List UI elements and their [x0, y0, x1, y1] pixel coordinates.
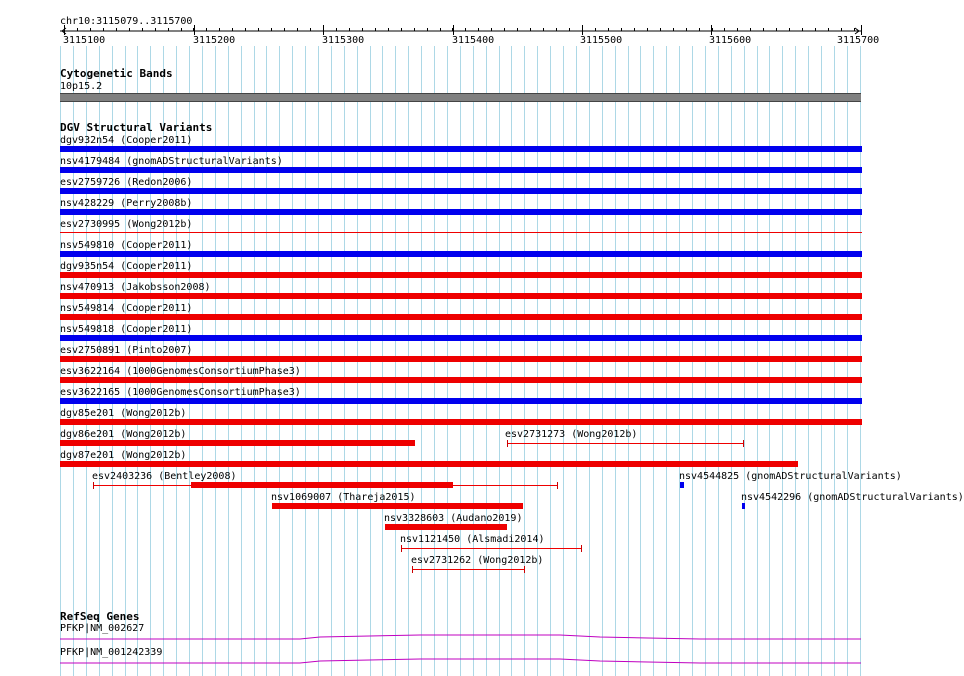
variant-bar-gain[interactable] [60, 188, 862, 194]
ruler-axis [0, 22, 890, 38]
variant-label[interactable]: nsv4542296 (gnomADStructuralVariants) [741, 492, 964, 503]
variant-bar-loss[interactable] [60, 272, 862, 278]
variant-end-tick [507, 440, 508, 447]
gene-model[interactable] [0, 656, 890, 666]
ruler-tick-label: 3115300 [322, 35, 365, 46]
variant-end-tick [581, 545, 582, 552]
variant-label[interactable]: esv3622165 (1000GenomesConsortiumPhase3) [60, 387, 301, 398]
variant-bar-loss[interactable] [60, 440, 415, 446]
ruler-tick-label: 3115100 [63, 35, 106, 46]
variant-label[interactable]: dgv85e201 (Wong2012b) [60, 408, 187, 419]
variant-label[interactable]: nsv4179484 (gnomADStructuralVariants) [60, 156, 283, 167]
variant-line-loss[interactable] [401, 548, 582, 549]
variant-end-tick [524, 566, 525, 573]
variant-label[interactable]: esv3622164 (1000GenomesConsortiumPhase3) [60, 366, 301, 377]
variant-end-tick [557, 482, 558, 489]
variant-bar-loss[interactable] [272, 503, 523, 509]
variant-label[interactable]: dgv86e201 (Wong2012b) [60, 429, 187, 440]
ruler-tick-label: 3115500 [580, 35, 623, 46]
refseq-track-title[interactable]: RefSeq Genes [60, 610, 140, 623]
cytoband-track-title[interactable]: Cytogenetic Bands [60, 67, 173, 80]
ruler-tick-label: 3115700 [837, 35, 880, 46]
variant-end-tick [743, 440, 744, 447]
variant-label[interactable]: nsv470913 (Jakobsson2008) [60, 282, 211, 293]
variant-bar-loss[interactable] [385, 524, 507, 530]
variant-bar-loss[interactable] [191, 482, 453, 488]
variant-bar-loss[interactable] [60, 377, 862, 383]
variant-bar-loss[interactable] [60, 314, 862, 320]
variant-label[interactable]: nsv1069007 (Thareja2015) [271, 492, 416, 503]
variant-bar-loss[interactable] [60, 356, 862, 362]
variant-label[interactable]: nsv549810 (Cooper2011) [60, 240, 193, 251]
variant-line-loss[interactable] [507, 443, 744, 444]
cytoband-bar[interactable] [60, 93, 861, 102]
ruler-tick-label: 3115600 [709, 35, 752, 46]
variant-label[interactable]: nsv4544825 (gnomADStructuralVariants) [679, 471, 902, 482]
ruler-position: chr10:3115079..3115700 [60, 16, 193, 27]
variant-label[interactable]: esv2759726 (Redon2006) [60, 177, 193, 188]
variant-bar-gain[interactable] [742, 503, 745, 509]
variant-bar-gain[interactable] [60, 251, 862, 257]
variant-label[interactable]: esv2731262 (Wong2012b) [411, 555, 544, 566]
variant-end-tick [401, 545, 402, 552]
variant-label[interactable]: nsv549814 (Cooper2011) [60, 303, 193, 314]
variant-label[interactable]: nsv3328603 (Audano2019) [384, 513, 523, 524]
variant-line-loss[interactable] [60, 232, 862, 233]
dgv-track-title[interactable]: DGV Structural Variants [60, 121, 213, 134]
variant-label[interactable]: esv2750891 (Pinto2007) [60, 345, 193, 356]
variant-label[interactable]: esv2403236 (Bentley2008) [92, 471, 237, 482]
variant-label[interactable]: esv2731273 (Wong2012b) [505, 429, 638, 440]
variant-end-tick [412, 566, 413, 573]
variant-label[interactable]: esv2730995 (Wong2012b) [60, 219, 193, 230]
ruler-tick-label: 3115400 [452, 35, 495, 46]
variant-bar-gain[interactable] [60, 167, 862, 173]
variant-end-tick [93, 482, 94, 489]
gene-label[interactable]: PFKP|NM_002627 [60, 623, 145, 634]
gene-label[interactable]: PFKP|NM_001242339 [60, 647, 163, 658]
variant-bar-loss[interactable] [60, 293, 862, 299]
variant-label[interactable]: dgv935n54 (Cooper2011) [60, 261, 193, 272]
variant-label[interactable]: dgv932n54 (Cooper2011) [60, 135, 193, 146]
variant-bar-gain[interactable] [60, 335, 862, 341]
variant-bar-gain[interactable] [60, 146, 862, 152]
variant-bar-loss[interactable] [60, 419, 862, 425]
cytoband-label: 10p15.2 [60, 81, 103, 92]
variant-bar-gain[interactable] [60, 398, 862, 404]
variant-bar-gain[interactable] [680, 482, 684, 488]
variant-line-loss[interactable] [412, 569, 525, 570]
variant-label[interactable]: nsv428229 (Perry2008b) [60, 198, 193, 209]
variant-bar-gain[interactable] [60, 209, 862, 215]
ruler-tick-label: 3115200 [193, 35, 236, 46]
variant-bar-loss[interactable] [60, 461, 798, 467]
variant-label[interactable]: nsv1121450 (Alsmadi2014) [400, 534, 545, 545]
variant-label[interactable]: nsv549818 (Cooper2011) [60, 324, 193, 335]
gene-model[interactable] [0, 632, 890, 642]
variant-label[interactable]: dgv87e201 (Wong2012b) [60, 450, 187, 461]
